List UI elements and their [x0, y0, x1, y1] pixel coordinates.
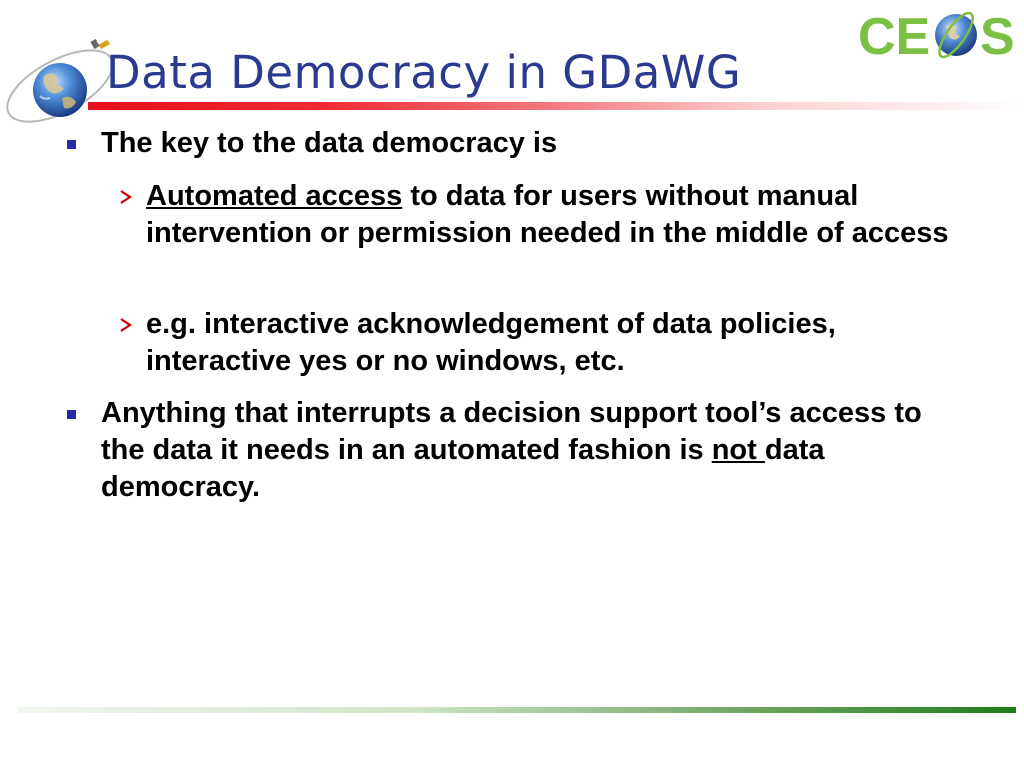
square-bullet-icon [67, 140, 76, 149]
arrow-bullet-icon [117, 188, 135, 206]
svg-text:S: S [980, 8, 1015, 66]
footer-divider [18, 707, 1016, 713]
sub-bullet-text: Automated access to data for users without manual intervention or permission needed in the middle of access [146, 180, 949, 249]
sub-bullet-text: e.g. interactive acknowledgement of data policies, interactive yes or no windows, etc. [146, 308, 836, 377]
arrow-bullet-icon [117, 316, 135, 334]
bullet-text: Anything that interrupts a decision support tool’s access to the data it needs in an automated fashion is not data democracy. [101, 397, 922, 503]
slide-title: Data Democracy in GDaWG [106, 46, 742, 99]
svg-text:CE: CE [858, 8, 931, 66]
square-bullet-icon [67, 410, 76, 419]
bullet-text: The key to the data democracy is [101, 127, 558, 159]
